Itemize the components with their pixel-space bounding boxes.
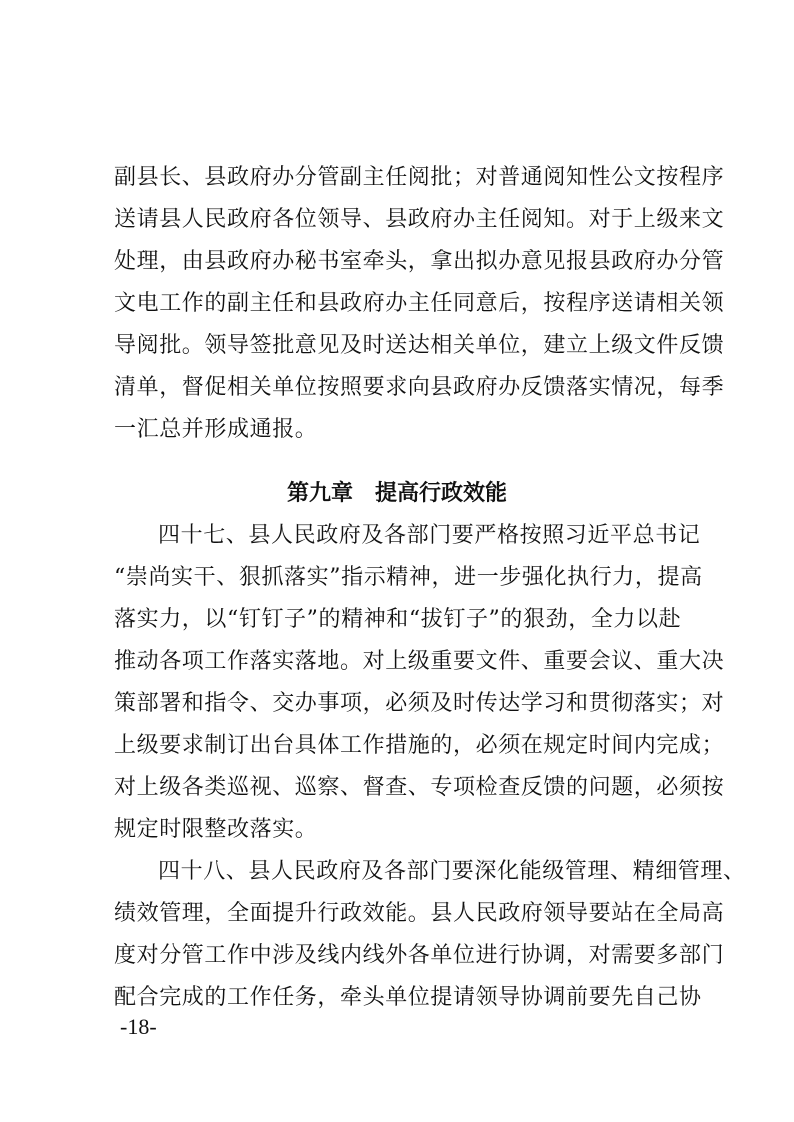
paragraph-line: 导阅批。领导签批意见及时送达相关单位，建立上级文件反馈 <box>114 333 725 358</box>
paragraph-line: 对上级各类巡视、巡察、督查、专项检查反馈的问题，必须按 <box>114 775 725 800</box>
paragraph-line: 配合完成的工作任务，牵头单位提请领导协调前要先自己协 <box>114 985 702 1010</box>
paragraph-line: 上级要求制订出台具体工作措施的，必须在规定时间内完成； <box>114 733 725 758</box>
paragraph-line: 落实力，以“钉钉子”的精神和“拔钉子”的狠劲，全力以赴 <box>114 607 682 632</box>
paragraph-line: 送请县人民政府各位领导、县政府办主任阅知。对于上级来文 <box>114 207 725 232</box>
paragraph-line: “崇尚实干、狠抓落实”指示精神，进一步强化执行力，提高 <box>114 565 703 590</box>
paragraph-line: 副县长、县政府办分管副主任阅批；对普通阅知性公文按程序 <box>114 165 725 190</box>
paragraph-line: 四十八、县人民政府及各部门要深化能级管理、精细管理、 <box>158 859 746 884</box>
chapter-heading: 第九章 提高行政效能 <box>286 481 507 506</box>
paragraph-line: 清单，督促相关单位按照要求向县政府办反馈落实情况，每季 <box>114 375 725 400</box>
paragraph-line: 文电工作的副主任和县政府办主任同意后，按程序送请相关领 <box>114 291 725 316</box>
paragraph-line: 一汇总并形成通报。 <box>114 417 318 442</box>
paragraph-line: 处理，由县政府办秘书室牵头，拿出拟办意见报县政府办分管 <box>114 249 725 274</box>
paragraph-line: 四十七、县人民政府及各部门要严格按照习近平总书记 <box>158 523 701 548</box>
paragraph-line: 绩效管理，全面提升行政效能。县人民政府领导要站在全局高 <box>114 901 725 926</box>
paragraph-line: 策部署和指令、交办事项，必须及时传达学习和贯彻落实；对 <box>114 691 725 716</box>
paragraph-line: 度对分管工作中涉及线内线外各单位进行协调，对需要多部门 <box>114 943 725 968</box>
paragraph-line: 规定时限整改落实。 <box>114 817 318 842</box>
page-number: -18- <box>120 1014 157 1039</box>
paragraph-line: 推动各项工作落实落地。对上级重要文件、重要会议、重大决 <box>114 649 725 674</box>
